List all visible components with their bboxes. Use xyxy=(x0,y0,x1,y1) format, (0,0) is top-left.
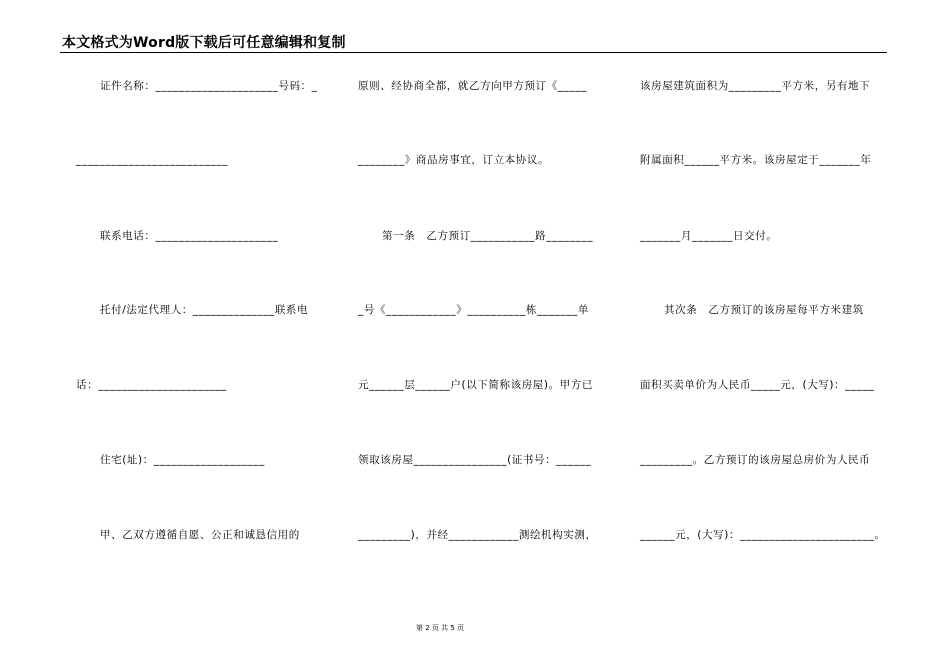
right-line-2: 附属面积______平方米。该房屋定于_______年 xyxy=(640,154,872,166)
middle-line-6: 领取该房屋________________(证书号：______ xyxy=(358,454,592,466)
right-line-5: 面积买卖单价为人民币_____元，(大写)：_____ xyxy=(640,379,875,391)
left-line-blank: __________________________ xyxy=(76,154,229,166)
middle-line-4: _号《____________》__________栋_______单 xyxy=(358,304,589,316)
middle-line-1: 原则、经协商全都，就乙方向甲方预订《_____ xyxy=(358,80,588,92)
middle-line-article-1: 第一条 乙方预订___________路________ xyxy=(382,230,594,242)
left-line-phone: 联系电话：_____________________ xyxy=(100,230,279,242)
middle-line-2: ________》商品房事宜，订立本协议。 xyxy=(358,154,550,166)
left-line-id-name: 证件名称：_____________________号码：_ xyxy=(100,80,318,92)
left-line-principle: 甲、乙双方遵循自愿、公正和诚恳信用的 xyxy=(100,529,300,541)
right-line-article-2: 其次条 乙方预订的该房屋每平方米建筑 xyxy=(664,304,864,316)
left-line-agent: 托付/法定代理人：______________联系电 xyxy=(100,304,309,316)
middle-line-5: 元______层______户(以下简称该房屋)。甲方已 xyxy=(358,379,593,391)
right-line-3: _______月_______日交付。 xyxy=(640,230,778,242)
right-line-7: ______元，(大写)：_______________________。 xyxy=(640,529,886,541)
document-header-title: 本文格式为Word版下载后可任意编辑和复制 xyxy=(62,35,346,51)
right-line-1: 该房屋建筑面积为_________平方米，另有地下 xyxy=(640,80,871,92)
left-line-address: 住宅(址)：___________________ xyxy=(100,454,265,466)
header-divider xyxy=(60,52,887,53)
right-line-6: _________。乙方预订的该房屋总房价为人民币 xyxy=(640,454,871,466)
left-line-phone-cont: 话：______________________ xyxy=(76,379,227,391)
page-indicator: 第 2 页 共 5 页 xyxy=(415,624,465,632)
middle-line-7: _________)，并经____________测绘机构实测， xyxy=(358,529,597,541)
